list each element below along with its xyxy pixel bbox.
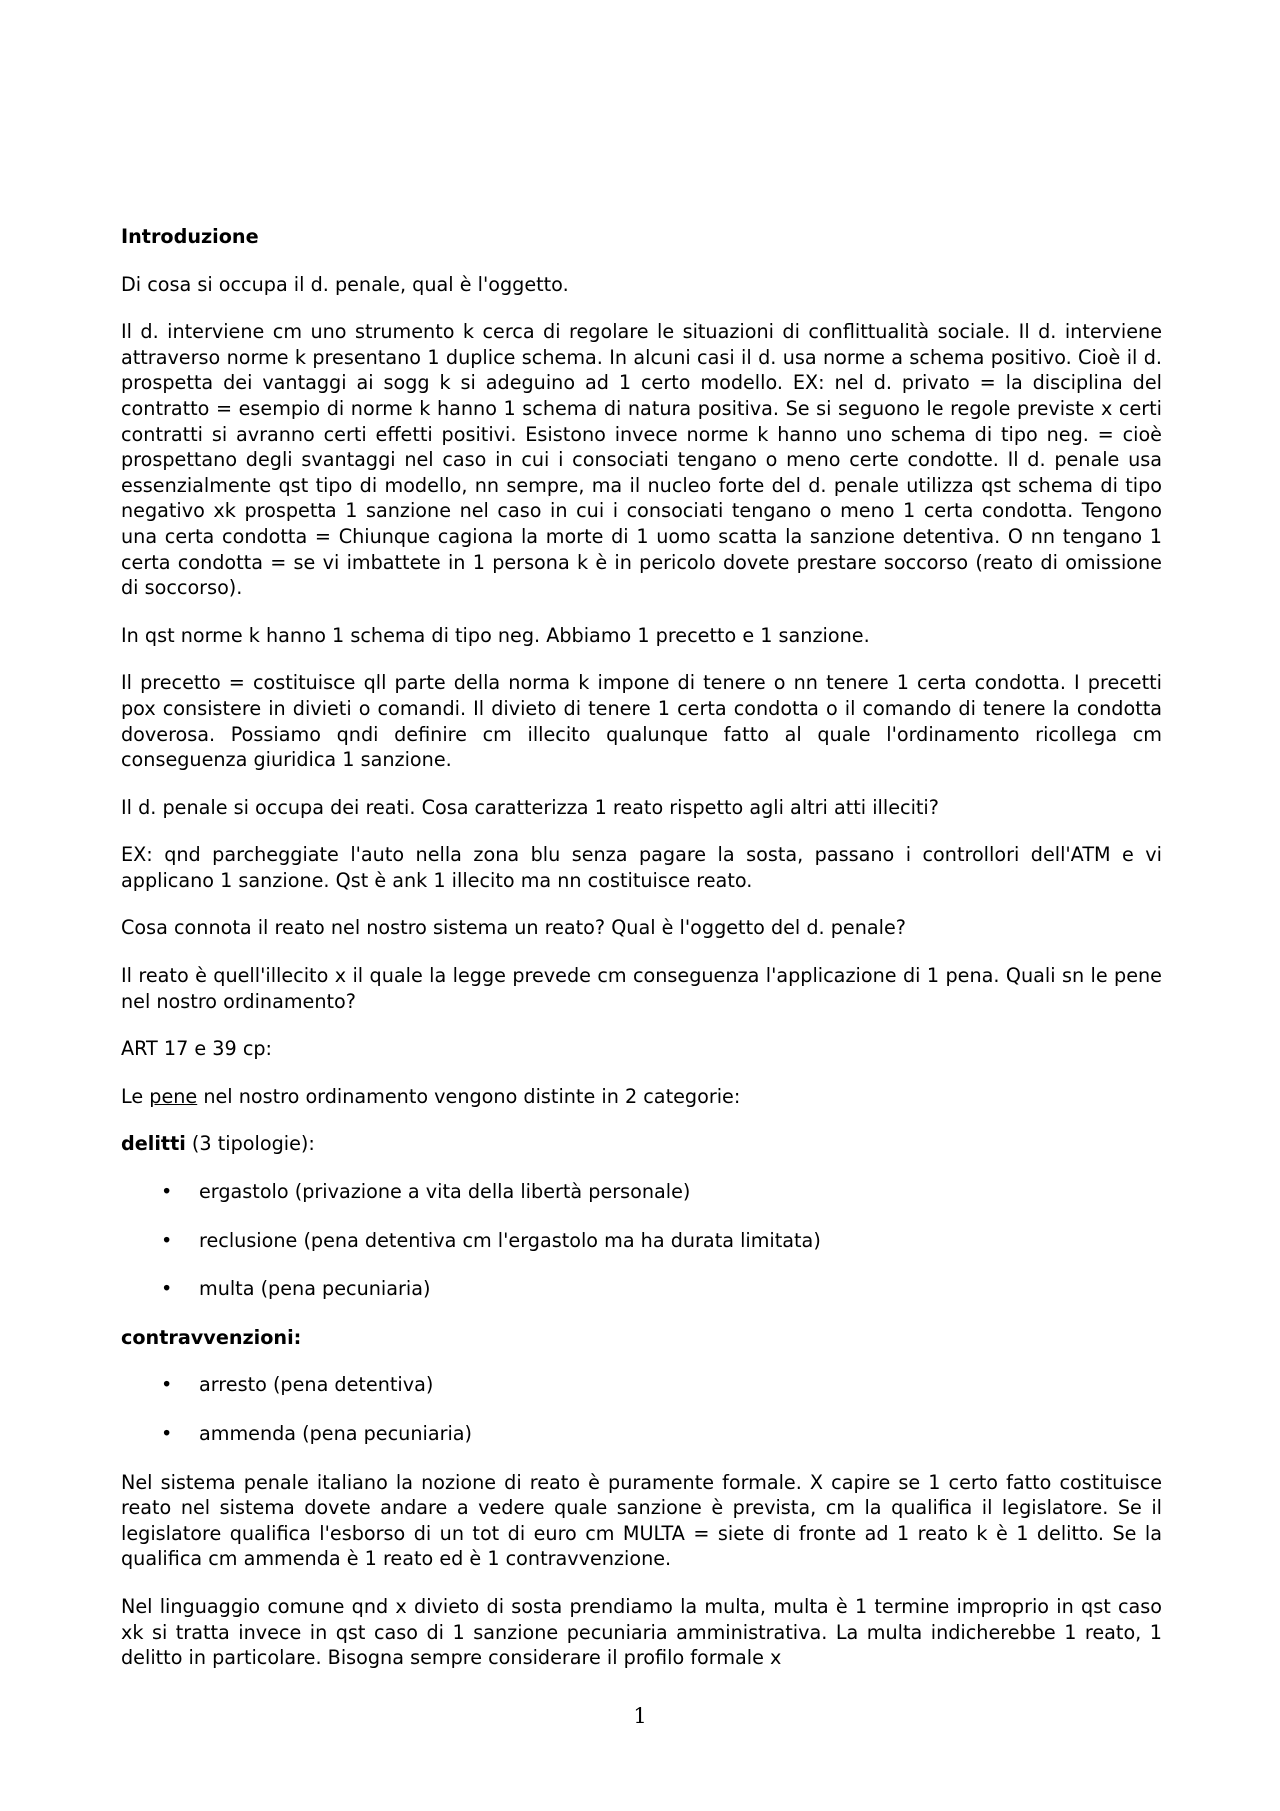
bullet-icon: • — [161, 1180, 173, 1204]
list-item-text: ammenda (pena pecuniaria) — [199, 1422, 473, 1445]
paragraph: Il reato è quell'illecito x il quale la legge prevede cm conseguenza l'applicazione di 1 pena. Quali sn le pene nel nostro ordinamento? — [121, 964, 1162, 1013]
paragraph: Cosa connota il reato nel nostro sistema un reato? Qual è l'oggetto del d. penale? — [121, 916, 906, 940]
pene-intro-before: Le — [121, 1084, 150, 1108]
pene-intro-after: nel nostro ordinamento vengono distinte in 2 categorie: — [197, 1084, 741, 1108]
bullet-icon: • — [161, 1277, 173, 1301]
paragraph: Il d. interviene cm uno strumento k cerca di regolare le situazioni di conflittualità sociale. Il d. interviene attraverso norme k presentano 1 duplice schema. In alcuni casi il d. usa norme a schema positivo. Cioè il d. prospetta dei vantaggi ai sogg k si adeguino ad 1 certo modello. EX: nel d. privato = la disciplina del contratto = esempio di norme k hanno 1 schema di natura positiva. Se si seguono le regole previste x certi contratti si avranno certi effetti positivi. Esistono invece norme k hanno uno schema di tipo neg. = cioè prospettano degli svantaggi nel caso in cui i consociati tengano o meno certe condotte. Il d. penale usa essenzialmente qst tipo di modello, nn sempre, ma il nucleo forte del d. penale utilizza qst schema di tipo negativo xk prospetta 1 sanzione nel caso in cui i consociati tengano o meno 1 certa condotta. Tengono una certa condotta = Chiunque cagiona la morte di 1 uomo scatta la sanzione detentiva. O nn tengano 1 certa condotta = se vi imbattete in 1 persona k è in pericolo dovete prestare soccorso (reato di omissione di soccorso). — [121, 320, 1162, 600]
paragraph: Il d. penale si occupa dei reati. Cosa caratterizza 1 reato rispetto agli altri atti illeciti? — [121, 795, 939, 819]
list-item — [121, 1421, 1162, 1447]
pene-intro-paragraph — [121, 1084, 1162, 1110]
section-heading: Introduzione — [121, 225, 259, 248]
paragraph: Nel linguaggio comune qnd x divieto di sosta prendiamo la multa, multa è 1 termine improprio in qst caso xk si tratta invece in qst caso di 1 sanzione pecuniaria amministrativa. La multa indicherebbe 1 reato, 1 delitto in particolare. Bisogna sempre considerare il profilo formale x — [121, 1594, 1162, 1670]
delitti-list — [121, 1179, 1162, 1302]
paragraph: Di cosa si occupa il d. penale, qual è l'oggetto. — [121, 272, 569, 296]
list-item-text: reclusione (pena detentiva cm l'ergastolo ma ha durata limitata) — [199, 1228, 821, 1252]
bullet-icon: • — [161, 1373, 173, 1397]
document-page — [121, 224, 1162, 1693]
delitti-label: delitti — [121, 1132, 186, 1156]
pene-underlined-word: pene — [149, 1084, 198, 1108]
paragraph: In qst norme k hanno 1 schema di tipo neg. Abbiamo 1 precetto e 1 sanzione. — [121, 623, 870, 647]
list-item-text: ergastolo (privazione a vita della libertà personale) — [199, 1180, 691, 1204]
delitti-heading — [121, 1131, 1162, 1157]
paragraph: EX: qnd parcheggiate l'auto nella zona blu senza pagare la sosta, passano i controllori dell'ATM e vi applicano 1 sanzione. Qst è ank 1 illecito ma nn costituisce reato. — [121, 843, 1162, 892]
contravvenzioni-label: contravvenzioni: — [121, 1325, 302, 1349]
list-item — [121, 1276, 1162, 1302]
list-item-text: multa (pena pecuniaria) — [199, 1277, 431, 1301]
list-item-text: arresto (pena detentiva) — [199, 1373, 434, 1397]
page-number: 1 — [633, 1704, 647, 1728]
list-item — [121, 1372, 1162, 1398]
paragraph: Il precetto = costituisce qll parte della norma k impone di tenere o nn tenere 1 certa condotta. I precetti pox consistere in divieti o comandi. Il divieto di tenere 1 certa condotta o il comando di tenere la condotta doverosa. Possiamo qndi definire cm illecito qualunque fatto al quale l'ordinamento ricollega cm conseguenza giuridica 1 sanzione. — [121, 671, 1162, 772]
bullet-icon: • — [161, 1228, 173, 1252]
delitti-note: (3 tipologie): — [185, 1132, 315, 1156]
paragraph: Nel sistema penale italiano la nozione di reato è puramente formale. X capire se 1 certo fatto costituisce reato nel sistema dovete andare a vedere quale sanzione è prevista, cm la qualifica il legislatore. Se il legislatore qualifica l'esborso di un tot di euro cm MULTA = siete di fronte ad 1 reato k è 1 delitto. Se la qualifica cm ammenda è 1 reato ed è 1 contravvenzione. — [121, 1470, 1162, 1571]
bullet-icon: • — [161, 1422, 173, 1445]
contravvenzioni-heading — [121, 1325, 1162, 1351]
contravvenzioni-list — [121, 1372, 1162, 1446]
paragraph: ART 17 e 39 cp: — [121, 1037, 273, 1061]
list-item — [121, 1228, 1162, 1254]
list-item — [121, 1179, 1162, 1205]
